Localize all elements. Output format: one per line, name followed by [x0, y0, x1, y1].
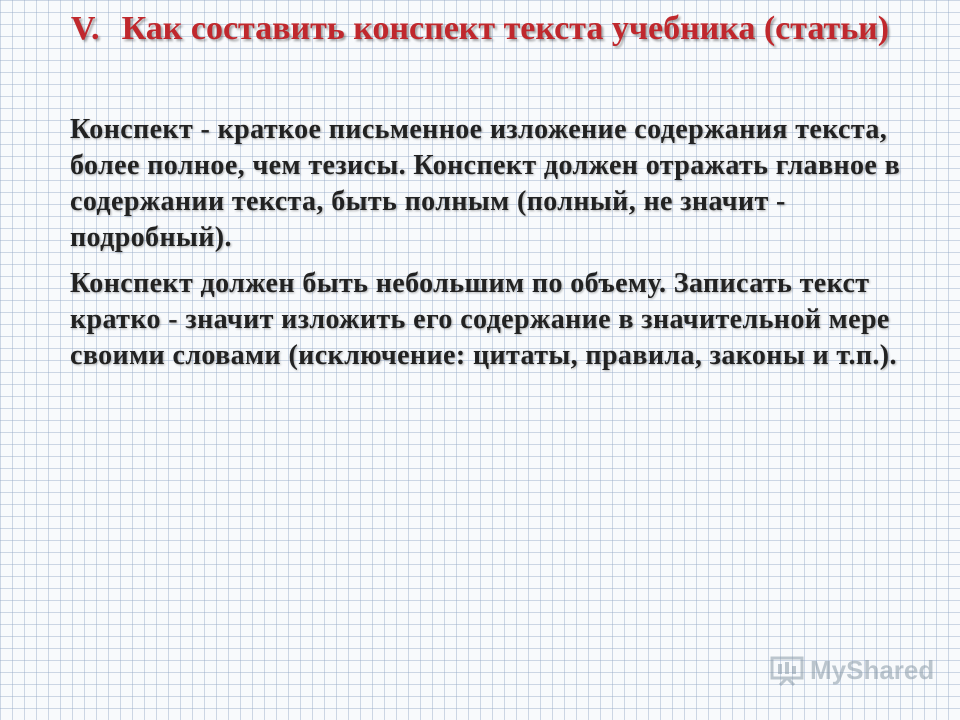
watermark-text: MyShared [810, 655, 935, 685]
paragraph-definition: Конспект - краткое письменное изложение содержания текста, более полное, чем тезисы. Конспект должен отражать главное в содержании текста, быть полным (полный, не значит - подробный). [70, 114, 901, 253]
slide-title [40, 6, 920, 52]
presentation-icon [770, 656, 804, 686]
watermark [770, 655, 934, 686]
title-text: Как составить конспект текста учебника (статьи) [121, 10, 890, 47]
paragraph-requirements: Конспект должен быть небольшим по объему. Записать текст кратко - значит изложить его содержание в значительной мере своими словами (исключение: цитаты, правила, законы и т.п.). [70, 268, 897, 371]
title-number: V. [70, 10, 100, 47]
slide-body [70, 112, 920, 384]
